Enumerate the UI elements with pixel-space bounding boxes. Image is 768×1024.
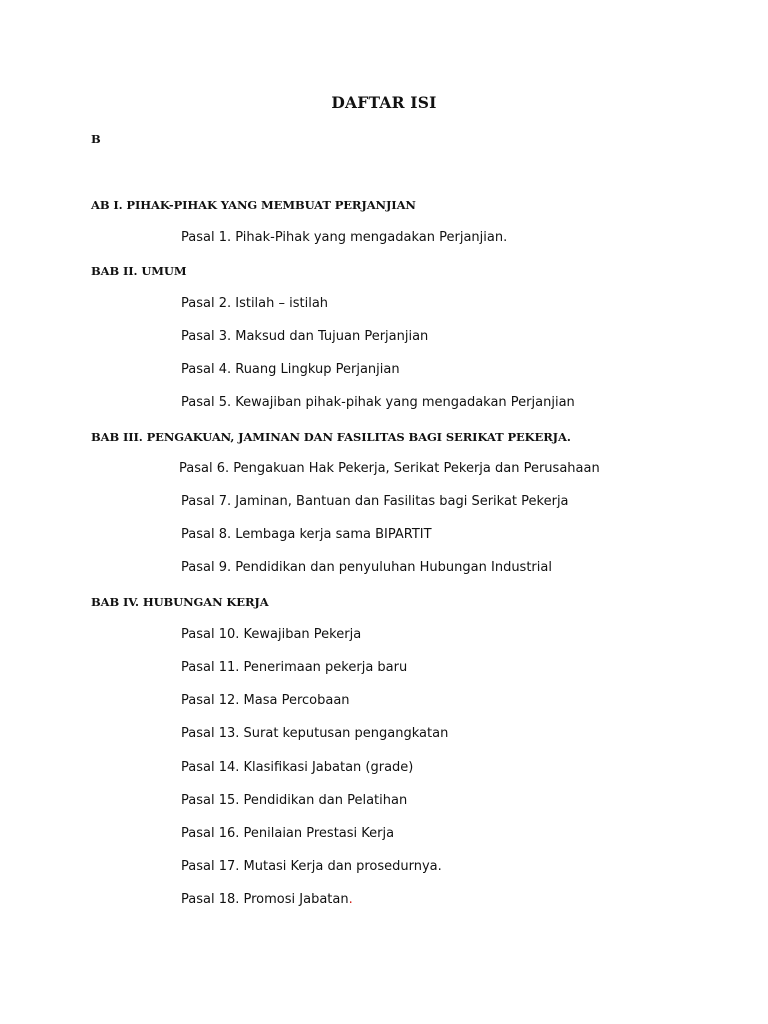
toc-item-pasal-7: Pasal 7. Jaminan, Bantuan dan Fasilitas bagi Serikat Pekerja [181,494,569,509]
toc-item-pasal-6: Pasal 6. Pengakuan Hak Pekerja, Serikat Pekerja dan Perusahaan [179,461,600,476]
page-title: DAFTAR ISI [331,93,437,112]
stray-letter: B [91,132,101,146]
toc-item-pasal-15: Pasal 15. Pendidikan dan Pelatihan [181,793,408,808]
toc-item-pasal-9: Pasal 9. Pendidikan dan penyuluhan Hubungan Industrial [181,560,552,575]
toc-item-pasal-11: Pasal 11. Penerimaan pekerja baru [181,660,408,675]
toc-item-pasal-10: Pasal 10. Kewajiban Pekerja [181,627,362,642]
toc-item-pasal-3: Pasal 3. Maksud dan Tujuan Perjanjian [181,329,429,344]
toc-item-pasal-18-text: Pasal 18. Promosi Jabatan [181,892,349,907]
toc-item-pasal-14: Pasal 14. Klasifikasi Jabatan (grade) [181,760,414,775]
toc-item-pasal-2: Pasal 2. Istilah – istilah [181,296,329,311]
chapter-heading-4: BAB IV. HUBUNGAN KERJA [91,595,269,609]
toc-item-pasal-13: Pasal 13. Surat keputusan pengangkatan [181,726,449,741]
toc-item-pasal-8: Pasal 8. Lembaga kerja sama BIPARTIT [181,527,432,542]
trailing-mark: . [348,892,353,907]
toc-item-pasal-1: Pasal 1. Pihak-Pihak yang mengadakan Perjanjian. [181,230,508,245]
chapter-heading-1: AB I. PIHAK-PIHAK YANG MEMBUAT PERJANJIAN [91,198,416,212]
toc-item-pasal-5: Pasal 5. Kewajiban pihak-pihak yang mengadakan Perjanjian [181,395,575,410]
toc-item-pasal-12: Pasal 12. Masa Percobaan [181,693,350,708]
toc-item-pasal-16: Pasal 16. Penilaian Prestasi Kerja [181,826,395,841]
toc-item-pasal-4: Pasal 4. Ruang Lingkup Perjanjian [181,362,400,377]
chapter-heading-3: BAB III. PENGAKUAN, JAMINAN DAN FASILITAS BAGI SERIKAT PEKERJA. [91,430,571,444]
toc-item-pasal-17: Pasal 17. Mutasi Kerja dan prosedurnya. [181,859,442,874]
chapter-heading-2: BAB II. UMUM [91,264,187,278]
toc-item-pasal-18 [181,891,353,909]
